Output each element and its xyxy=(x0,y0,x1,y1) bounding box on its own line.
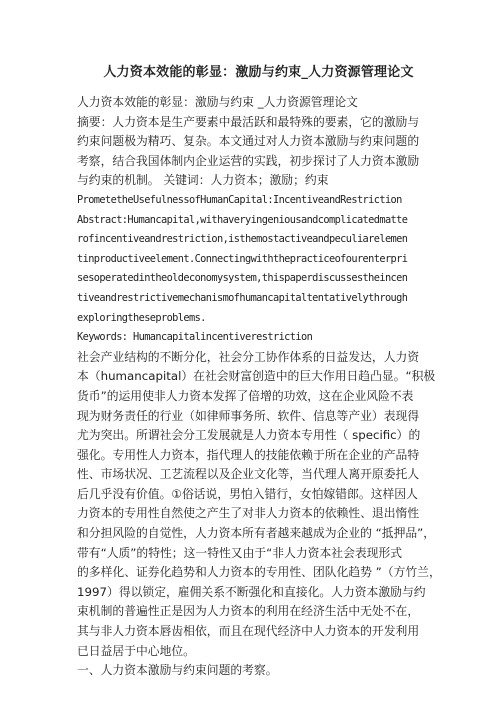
text-line: 与约束的机制。 关键词：人力资本；激励；约束 xyxy=(77,173,329,188)
text-line: Abstract:Humancapital,withaveryingeniousandcomplicatedmatte xyxy=(77,213,408,226)
text-line: 力资本的专用性自然使之产生了对非人力资本的依赖性、退出惰性 xyxy=(77,506,420,521)
text-line: 货币”的运用使非人力资本发挥了倍增的功效，这在企业风险不表 xyxy=(77,388,414,403)
text-line: 强化。专用性人力资本，指代理人的技能依赖于所在企业的产品特 xyxy=(77,447,420,462)
text-line: 人力资本效能的彰显：激励与约束 _人力资源管理论文 xyxy=(77,95,358,109)
text-line: exploringtheseproblems. xyxy=(77,311,206,324)
text-line: 1997）得以锁定，雇佣关系不断强化和直接化。人力资本激励与约 xyxy=(77,584,426,599)
text-line: 社会产业结构的不断分化，社会分工协作体系的日益发达，人力资 xyxy=(77,349,420,364)
text-line: 本（humancapital）在社会财富创造中的巨大作用日趋凸显。“积极 xyxy=(77,369,436,384)
text-line: 一、人力资本激励与约束问题的考察。 xyxy=(77,663,278,678)
document-body xyxy=(77,93,460,681)
text-line: 带有“人质”的特性；这一特性又由于“非人力资本社会表现形式 xyxy=(77,545,403,560)
text-line: 摘要：人力资本是生产要素中最活跃和最特殊的要素，它的激励与 xyxy=(77,114,420,129)
text-line: 和分担风险的自觉性，人力资本所有者越来越成为企业的 “抵押品”， xyxy=(77,526,436,541)
text-line: rofincentiveandrestriction,isthemostactiveandpeculiarelemen xyxy=(77,233,408,246)
text-line: 后几乎没有价值。①俗话说，男怕入错行，女怕嫁错郎。这样因人 xyxy=(77,486,418,501)
text-line: 性、市场状况、工艺流程以及企业文化等，当代理人离开原委托人 xyxy=(77,467,420,482)
text-line: 其与非人力资本唇齿相依，而且在现代经济中人力资本的开发利用 xyxy=(77,624,420,639)
text-line: 已日益居于中心地位。 xyxy=(77,643,195,658)
text-line: tiveandrestrictivemechanismofhumancapitaltentativelythrough xyxy=(77,291,408,304)
text-line: Keywords: Humancapitalincentiverestriction xyxy=(77,331,313,344)
text-line: 尤为突出。所谓社会分工发展就是人力资本专用性（ specific）的 xyxy=(77,428,421,443)
text-line: PrometetheUsefulnessofHumanCapital:IncentiveandRestriction xyxy=(77,193,402,206)
text-line: tinproductiveelement.Connectingwiththepracticeofourenterpri xyxy=(77,252,408,265)
text-line: 束机制的普遍性正是因为人力资本的利用在经济生活中无处不在， xyxy=(77,604,420,619)
text-line: 考察，结合我国体制内企业运营的实践，初步探讨了人力资本激励 xyxy=(77,153,420,168)
text-line: 现为财务责任的行业（如律师事务所、软件、信息等产业）表现得 xyxy=(77,408,420,423)
text-line: sesoperatedintheoldeconomysystem,thispaperdiscussestheincen xyxy=(77,272,408,285)
text-line: 的多样化、证券化趋势和人力资本的专用性、团队化趋势 ”（方竹兰， xyxy=(77,565,441,580)
text-line: 约束问题极为精巧、复杂。本文通过对人力资本激励与约束问题的 xyxy=(77,134,420,149)
document-title: 人力资本效能的彰显：激励与约束_人力资源管理论文 xyxy=(103,65,414,80)
